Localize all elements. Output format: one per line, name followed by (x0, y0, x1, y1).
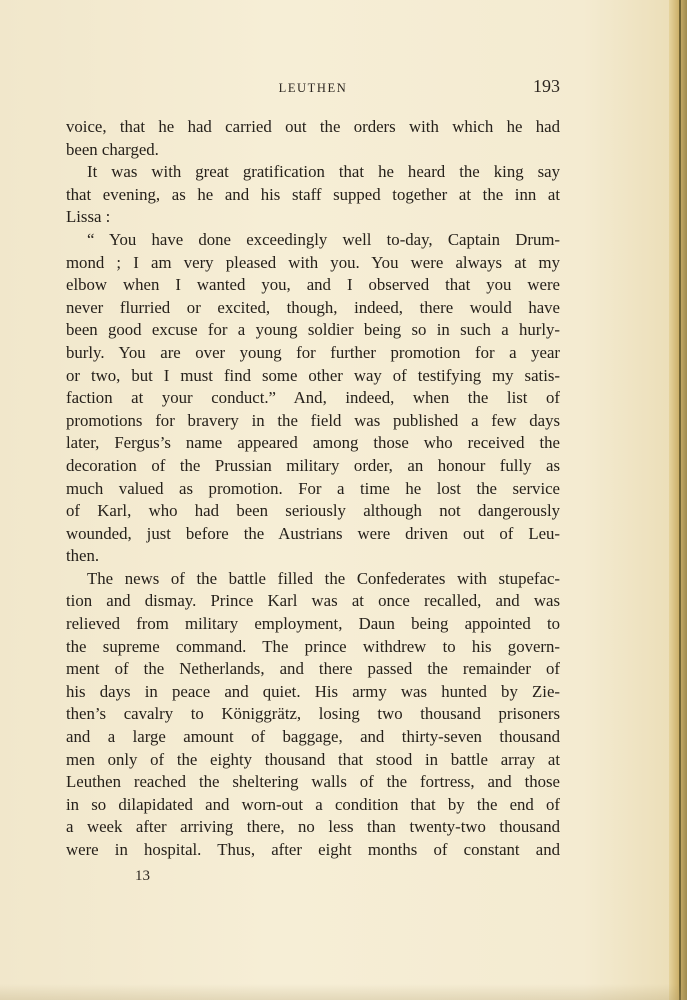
text-line: The news of the battle filled the Confederates with stupefac- (87, 568, 560, 588)
text-line: promotions for bravery in the field was published a few days (66, 410, 560, 430)
text-line: been charged. (66, 139, 159, 159)
text-line: tion and dismay. Prince Karl was at once recalled, and was (66, 591, 560, 611)
signature-mark: 13 (135, 868, 150, 884)
running-title: LEUTHEN (278, 81, 348, 95)
text-line: then. (66, 546, 100, 566)
text-line: been good excuse for a young soldier being so in such a hurly- (66, 320, 560, 340)
text-line: in so dilapidated and worn-out a condition that by the end of (66, 794, 560, 814)
text-line: never flurried or excited, though, indeed, there would have (66, 297, 560, 317)
text-line: much valued as promotion. For a time he lost the service (66, 478, 560, 498)
text-line: the supreme command. The prince withdrew to his govern- (66, 636, 560, 656)
text-line: It was with great gratification that he heard the king say (87, 162, 560, 182)
text-line: decoration of the Prussian military order, an honour fully as (66, 455, 560, 475)
text-line: relieved from military employment, Daun being appointed to (66, 614, 560, 634)
text-line: elbow when I wanted you, and I observed that you were (66, 275, 560, 295)
text-line: faction at your conduct.” And, indeed, when the list of (66, 388, 560, 408)
text-line: Leuthen reached the sheltering walls of the fortress, and those (66, 772, 560, 792)
text-line: that evening, as he and his staff supped together at the inn at (66, 184, 560, 204)
text-line: mond ; I am very pleased with you. You were always at my (66, 252, 560, 272)
text-line: and a large amount of baggage, and thirty-seven thousand (66, 727, 560, 747)
page-edge (669, 0, 687, 1000)
text-line: his days in peace and quiet. His army was hunted by Zie- (66, 681, 560, 701)
text-line: ment of the Netherlands, and there passed the remainder of (66, 659, 560, 679)
text-line: later, Fergus’s name appeared among those who received the (66, 433, 560, 453)
text-line: men only of the eighty thousand that stood in battle array at (66, 749, 560, 769)
text-line: wounded, just before the Austrians were driven out of Leu- (66, 523, 560, 543)
text-line: then’s cavalry to Königgrätz, losing two thousand prisoners (66, 704, 560, 724)
page-number: 193 (533, 76, 560, 96)
text-line: burly. You are over young for further promotion for a year (66, 342, 560, 362)
text-line: “ You have done exceedingly well to-day, Captain Drum- (87, 229, 560, 249)
text-line: or two, but I must find some other way of testifying my satis- (66, 365, 560, 385)
running-head (66, 74, 560, 100)
body-text (66, 116, 560, 862)
text-line: Lissa : (66, 207, 111, 227)
text-line: were in hospital. Thus, after eight months of constant and (66, 840, 560, 859)
bottom-shadow (0, 984, 687, 1000)
text-line: a week after arriving there, no less than twenty-two thousand (66, 817, 560, 837)
text-line: voice, that he had carried out the orders with which he had (66, 117, 560, 136)
text-line: of Karl, who had been seriously although not dangerously (66, 501, 560, 521)
binding-line (679, 0, 681, 1000)
